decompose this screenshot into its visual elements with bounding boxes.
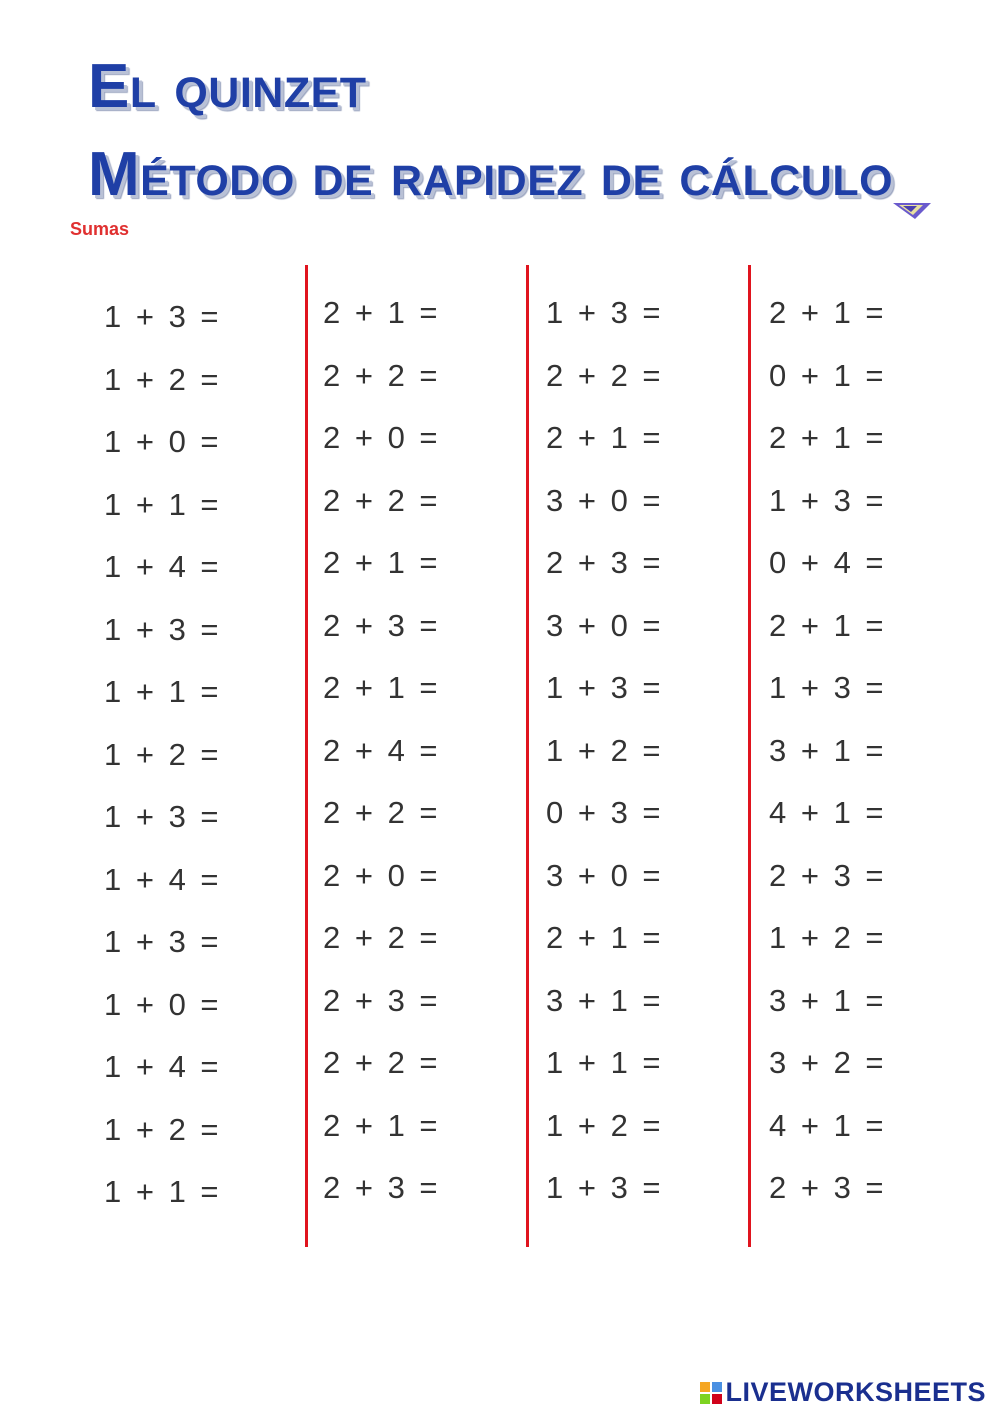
addition-problem: 2 + 2 = — [323, 795, 439, 830]
addition-problem: 2 + 3 = — [769, 1170, 885, 1205]
addition-problem: 1 + 3 = — [104, 924, 220, 959]
column-divider — [526, 265, 529, 1247]
addition-problem: 1 + 2 = — [104, 361, 220, 397]
addition-problem: 1 + 2 = — [546, 732, 662, 768]
problem-column-2 — [323, 288, 523, 1226]
addition-problem: 1 + 4 = — [104, 861, 220, 897]
page-title-line-1: El quinzet — [88, 52, 367, 121]
footer-brand-text: LIVEWORKSHEETS — [725, 1377, 986, 1407]
addition-problem: 2 + 0 = — [323, 420, 439, 455]
addition-problem: 3 + 1 = — [769, 982, 885, 1018]
addition-problem: 1 + 3 = — [546, 1170, 662, 1205]
addition-problem: 3 + 1 = — [769, 732, 885, 768]
addition-problem: 1 + 3 = — [546, 295, 662, 330]
addition-problem: 1 + 4 = — [104, 1049, 220, 1084]
addition-problem: 1 + 2 = — [104, 736, 220, 772]
column-divider — [305, 265, 308, 1247]
addition-problem: 4 + 1 = — [769, 1107, 885, 1143]
addition-problem: 2 + 1 = — [546, 420, 662, 455]
addition-problem: 2 + 3 = — [546, 545, 662, 580]
addition-problem: 2 + 1 = — [546, 920, 662, 955]
footer-brand — [700, 1377, 986, 1408]
problem-column-1 — [104, 292, 304, 1230]
addition-problem: 0 + 3 = — [546, 795, 662, 830]
addition-problem: 2 + 1 = — [323, 545, 439, 580]
addition-problem: 1 + 1 = — [104, 486, 220, 522]
column-divider — [748, 265, 751, 1247]
addition-problem: 3 + 0 = — [546, 857, 662, 893]
addition-problem: 2 + 1 = — [769, 420, 885, 455]
addition-problem: 2 + 3 = — [323, 1170, 439, 1205]
addition-problem: 1 + 3 = — [769, 670, 885, 705]
addition-problem: 1 + 2 = — [546, 1107, 662, 1143]
addition-problem: 2 + 1 = — [323, 1107, 439, 1143]
problem-column-3 — [546, 288, 746, 1226]
addition-problem: 1 + 1 = — [546, 1045, 662, 1080]
addition-problem: 1 + 4 = — [104, 549, 220, 584]
addition-problem: 1 + 3 = — [769, 482, 885, 518]
addition-problem: 3 + 0 = — [546, 482, 662, 518]
addition-problem: 1 + 0 = — [104, 986, 220, 1022]
addition-problem: 2 + 2 = — [323, 482, 439, 518]
addition-problem: 1 + 3 = — [104, 299, 220, 334]
addition-problem: 4 + 1 = — [769, 795, 885, 830]
addition-problem: 2 + 3 = — [323, 982, 439, 1018]
addition-problem: 2 + 1 = — [323, 295, 439, 330]
corner-decoration-icon — [893, 203, 931, 219]
addition-problem: 1 + 3 = — [546, 670, 662, 705]
addition-problem: 2 + 2 = — [323, 1045, 439, 1080]
addition-problem: 2 + 3 = — [323, 607, 439, 643]
liveworksheets-logo-icon — [700, 1382, 722, 1404]
addition-problem: 1 + 3 = — [104, 799, 220, 834]
page-title-line-2: Método de rapidez de cálculo — [88, 140, 894, 209]
section-label: Sumas — [70, 219, 130, 239]
addition-problem: 2 + 4 = — [323, 732, 439, 768]
addition-problem: 0 + 4 = — [769, 545, 885, 580]
addition-problem: 2 + 1 = — [769, 607, 885, 643]
addition-problem: 1 + 0 = — [104, 424, 220, 459]
addition-problem: 1 + 1 = — [104, 674, 220, 709]
addition-problem: 3 + 0 = — [546, 607, 662, 643]
addition-problem: 2 + 3 = — [769, 857, 885, 893]
addition-problem: 2 + 2 = — [323, 920, 439, 955]
addition-problem: 2 + 1 = — [323, 670, 439, 705]
addition-problem: 2 + 2 = — [546, 357, 662, 393]
addition-problem: 0 + 1 = — [769, 357, 885, 393]
addition-problem: 2 + 0 = — [323, 857, 439, 893]
addition-problem: 3 + 2 = — [769, 1045, 885, 1080]
addition-problem: 1 + 2 = — [104, 1111, 220, 1147]
problem-column-4 — [769, 288, 969, 1226]
addition-problem: 1 + 2 = — [769, 920, 885, 955]
addition-problem: 3 + 1 = — [546, 982, 662, 1018]
addition-problem: 1 + 1 = — [104, 1174, 220, 1209]
addition-problem: 1 + 3 = — [104, 611, 220, 647]
addition-problem: 2 + 2 = — [323, 357, 439, 393]
addition-problem: 2 + 1 = — [769, 295, 885, 330]
